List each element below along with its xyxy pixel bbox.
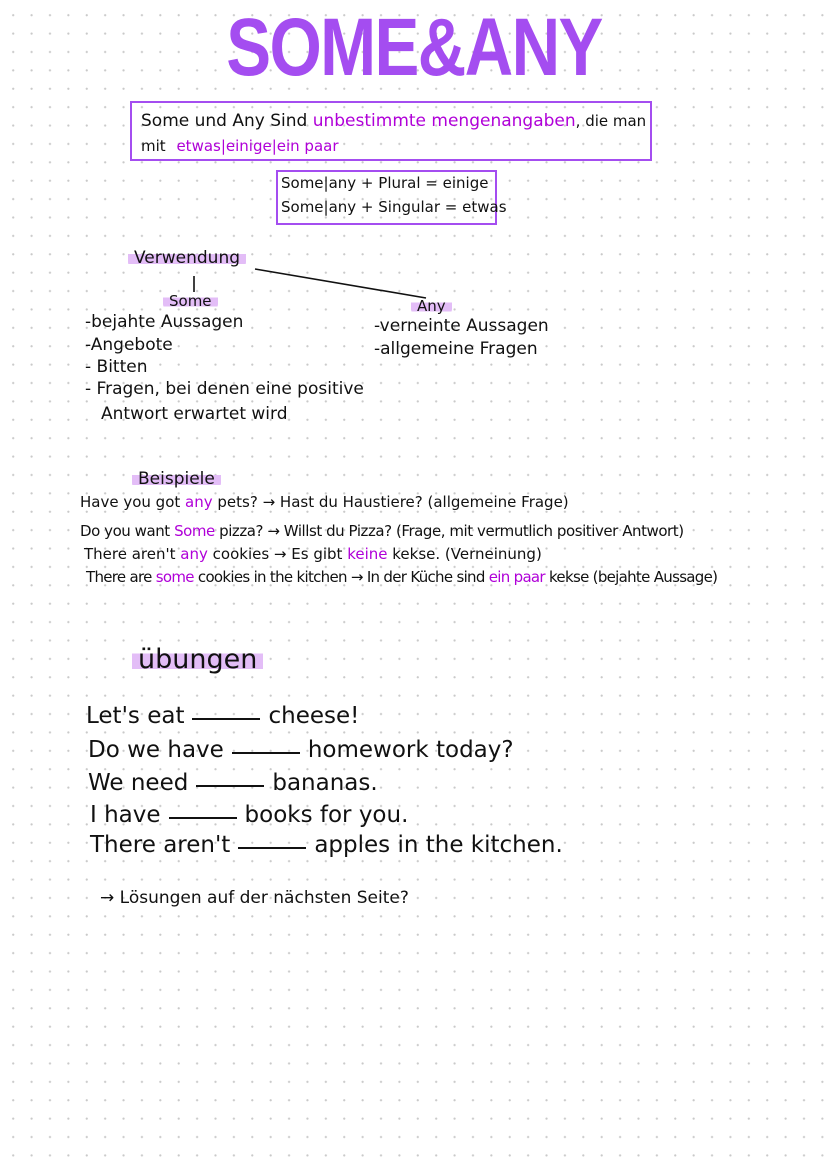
- page-title: SOME&ANY: [226, 2, 602, 93]
- example-text: Have you got: [80, 493, 181, 511]
- example-text: kekse (bejahte Aussage): [548, 568, 718, 586]
- usage-connector: [0, 0, 828, 330]
- any-item-2: -allgemeine Fragen: [374, 339, 538, 359]
- example-line-2: [80, 522, 684, 540]
- example-highlight: any: [180, 545, 208, 563]
- exercise-text: cheese!: [268, 703, 360, 729]
- usage-any-label: [411, 297, 452, 315]
- usage-any-text: Any: [411, 297, 452, 315]
- exercise-line-2: [88, 737, 514, 763]
- example-line-1: [80, 493, 569, 511]
- example-text: pets? → Hast du Haustiere? (allgemeine Frage): [217, 493, 569, 511]
- exercise-text: homework today?: [307, 737, 514, 763]
- exercise-text: books for you.: [244, 802, 409, 828]
- example-line-4: [86, 568, 717, 586]
- example-line-3: [84, 545, 542, 563]
- exercises-heading: [132, 644, 263, 675]
- examples-heading-text: Beispiele: [132, 469, 221, 489]
- example-highlight: ein paar: [488, 568, 545, 586]
- rule-singular: Some|any + Singular = etwas: [281, 198, 507, 216]
- example-text: cookies → Es gibt: [212, 545, 343, 563]
- intro-text: Some und Any Sind: [141, 111, 308, 131]
- example-highlight: keine: [347, 545, 388, 563]
- answer-blank: [169, 815, 237, 819]
- example-text: kekse. (Verneinung): [392, 545, 542, 563]
- exercises-heading-text: übungen: [132, 644, 263, 675]
- exercise-text: There aren't: [90, 832, 231, 858]
- example-text: There aren't: [84, 545, 176, 563]
- example-highlight: some: [155, 568, 194, 586]
- exercise-line-5: [90, 832, 563, 858]
- example-text: Do you want: [80, 522, 170, 540]
- example-highlight: Some: [174, 522, 215, 540]
- intro-text-mit: mit: [141, 137, 166, 155]
- some-item-1: -bejahte Aussagen: [85, 312, 244, 332]
- answer-blank: [192, 716, 260, 720]
- exercise-line-1: [86, 703, 359, 729]
- usage-heading-text: Verwendung: [128, 248, 246, 268]
- example-text: There are: [86, 568, 152, 586]
- example-highlight: any: [185, 493, 213, 511]
- answer-blank: [196, 783, 264, 787]
- example-text: cookies in the kitchen → In der Küche sind: [197, 568, 485, 586]
- rule-plural: Some|any + Plural = einige: [281, 174, 489, 192]
- exercise-text: Let's eat: [86, 703, 185, 729]
- exercise-text: We need: [88, 770, 189, 796]
- answer-blank: [232, 750, 300, 754]
- any-item-1: -verneinte Aussagen: [374, 316, 549, 336]
- usage-some-text: Some: [163, 292, 218, 310]
- exercise-text: Do we have: [88, 737, 224, 763]
- some-item-2: -Angebote: [85, 335, 173, 355]
- some-item-5: Antwort erwartet wird: [101, 404, 288, 424]
- example-text: pizza? → Willst du Pizza? (Frage, mit vermutlich positiver Antwort): [219, 522, 684, 540]
- answer-blank: [238, 845, 306, 849]
- exercise-text: bananas.: [272, 770, 378, 796]
- exercise-text: I have: [90, 802, 161, 828]
- exercise-line-4: [90, 802, 408, 828]
- some-item-3: - Bitten: [85, 357, 148, 377]
- intro-highlight-2: etwas|einige|ein paar: [176, 137, 339, 155]
- exercise-text: apples in the kitchen.: [314, 832, 563, 858]
- intro-highlight: unbestimmte mengenangaben: [312, 111, 576, 131]
- solutions-note: → Lösungen auf der nächsten Seite?: [100, 888, 409, 908]
- examples-heading: [132, 469, 221, 489]
- exercise-line-3: [88, 770, 378, 796]
- intro-text-end: , die man: [575, 112, 647, 130]
- usage-some-label: [163, 292, 218, 310]
- some-item-4: - Fragen, bei denen eine positive: [85, 379, 364, 399]
